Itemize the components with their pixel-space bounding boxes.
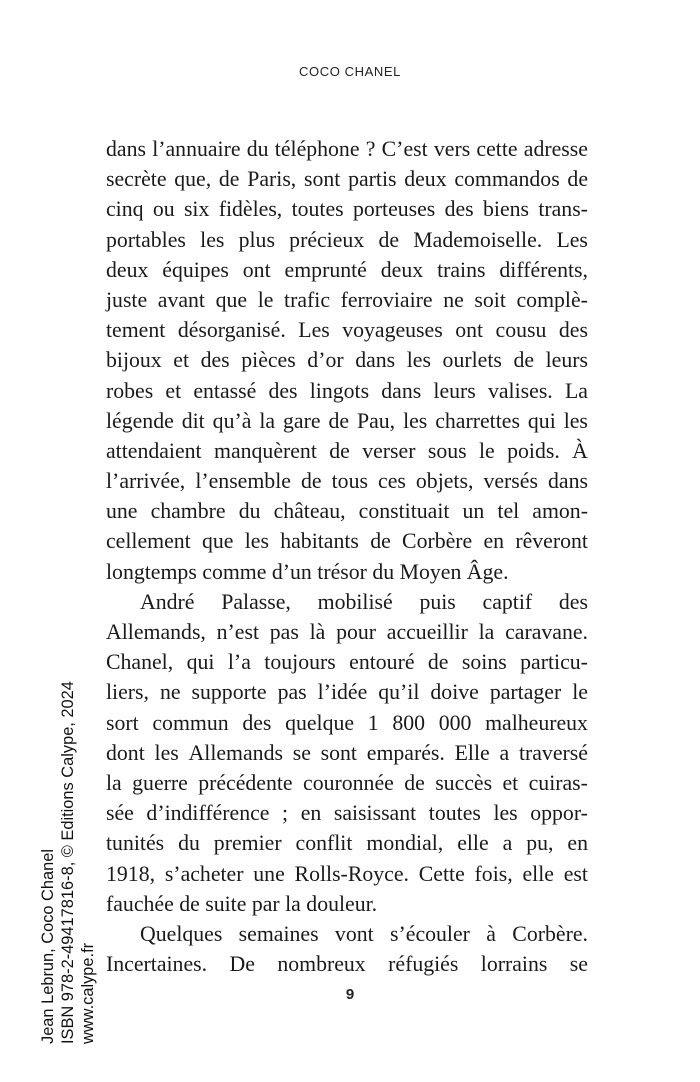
word: nombreux [277,952,366,977]
word: de [404,770,425,795]
word: attendaient [106,438,202,463]
word: Les [298,318,330,343]
credit-author-title: Jean Lebrun, Coco Chanel [39,849,57,1044]
word: là [309,620,326,644]
word: deux [106,257,149,282]
word: le [572,680,588,705]
word: Allemands, [106,620,206,644]
word: de [218,167,240,192]
word: de [301,469,322,494]
body-text [106,134,588,979]
word: chambre [150,499,226,524]
word: pièces [241,348,296,373]
word: semaines [238,921,319,946]
word: ne [443,287,464,312]
word: des [200,348,230,373]
word: pour [336,620,377,644]
word: qui [186,650,215,675]
page-number: 9 [345,986,355,1003]
text-line [106,406,588,436]
word: le [478,438,495,463]
word: partager [489,680,562,705]
word: que, [174,167,212,192]
word: malheureux [485,710,588,735]
text-line [106,285,588,315]
word: n’est [216,620,260,644]
word: commun [152,710,229,735]
word: Paris, [247,167,297,192]
text-line-indent [106,587,588,617]
word: château, [273,499,346,524]
word: des [268,378,298,403]
word: légende [106,408,174,433]
word: charrettes [435,408,520,433]
word: pas [277,680,307,705]
word: vers [433,137,471,161]
word: toutes [291,197,344,222]
word: couronnée [303,770,394,795]
word: différents, [499,257,588,282]
text-line [106,617,588,647]
word: que [201,529,234,554]
word: se [569,952,588,977]
word: un [462,499,485,524]
word: la [478,620,495,644]
word: cellement [106,529,191,554]
word: du [238,499,261,524]
word: valises. [487,378,553,403]
word: De [229,952,255,977]
word: des [558,318,588,343]
text-line [106,436,588,466]
word: ? [365,137,376,161]
credit-website: www.calype.fr [79,942,97,1044]
word: vont [334,921,374,946]
word: de [567,167,588,192]
word: guerre [132,770,188,795]
word: sont [320,740,357,765]
word: dont [106,740,145,765]
word: se [292,740,311,765]
word: fidèles, [218,197,283,222]
word: tunités [106,831,165,856]
word: Elle [454,740,490,765]
word: les [244,529,269,554]
text-line [106,677,588,707]
text-line [106,315,588,345]
text-line [106,738,588,768]
word: saisissant [333,801,417,826]
text-line-last: longtemps comme d’un trésor du Moyen Âge. [106,559,509,584]
text-line [106,496,588,526]
word: cuiras- [528,770,588,795]
word: tel [497,499,520,524]
text-line [106,345,588,375]
word: avant [157,287,205,312]
word: en [300,801,322,826]
word: sort [106,710,139,735]
word: C’est [381,137,428,161]
word: ne [159,680,181,705]
word: du [246,137,269,161]
word: Les [556,227,588,252]
word: emparés. [366,740,445,765]
word: plus [238,227,275,252]
word: les [406,348,431,373]
text-line-last: fauchée de suite par la douleur. [106,891,378,916]
word: pu, [526,831,554,856]
text-line [106,526,588,556]
word: dans [548,469,588,494]
word: du [178,831,200,856]
word: des [444,197,474,222]
word: entouré [349,650,415,675]
word: s’écouler [390,921,470,946]
word: les [493,801,518,826]
word: poids. [507,438,560,463]
side-credit [38,681,98,1044]
word: Corbère [402,529,473,554]
word: tement [106,318,166,343]
word: qu’il [378,680,420,705]
word: à [486,921,496,946]
word: sous [427,438,467,463]
text-line [106,708,588,738]
word: fois, [474,861,513,886]
word: en [567,831,588,856]
word: sont [303,167,341,192]
word: bijoux [106,348,162,373]
word: succès [435,770,493,795]
word: deux [380,257,424,282]
word: qu’à [212,408,252,433]
text-line [106,194,588,224]
word: est [563,861,588,886]
word: l’a [227,650,251,675]
word: tous [331,469,368,494]
word: ces [378,469,406,494]
word: mobilisé [317,589,393,614]
word: a [499,740,510,765]
word: s’acheter [164,861,244,886]
word: dit [181,408,205,433]
word: l’arrivée, [106,469,186,494]
word: traversé [518,740,588,765]
text-line [106,798,588,828]
word: cousu [495,318,547,343]
word: les [563,408,588,433]
word: entassé [193,378,257,403]
word: de [328,408,350,433]
word: que [215,287,248,312]
word: mondial, [366,831,444,856]
word: liers, [106,680,149,705]
word: partis [348,167,397,192]
word: voyageuses [342,318,443,343]
word: de [513,348,535,373]
word: Cette [418,861,465,886]
word: 000 [438,710,472,735]
word: Corbère. [512,921,588,946]
word: six [183,197,210,222]
word: André [140,589,195,614]
word: adresse [523,137,588,161]
word: et [165,378,182,403]
word: d’or [307,348,344,373]
credit-isbn: ISBN 978-2-49417816-8, © Editions Calype, 2024 [59,681,77,1044]
word: sée [106,801,134,826]
word: les [403,408,428,433]
text-line [106,466,588,496]
word: dans [381,378,422,403]
word: captif [482,589,533,614]
word: ferroviaire [340,287,433,312]
word: précédente [198,770,293,795]
word: puis [419,589,456,614]
word: elle [457,831,489,856]
word: et [173,348,190,373]
running-head: COCO CHANEL [299,64,401,79]
word: soit [474,287,506,312]
word: l’annuaire [152,137,241,161]
word: À [572,438,588,463]
word: toujours [264,650,336,675]
word: habitants [280,529,359,554]
word: objets, [415,469,474,494]
word: précieux [289,227,365,252]
word: elle [522,861,554,886]
word: a [502,831,513,856]
word: ont [242,257,271,282]
word: conflit [295,831,353,856]
word: doive [430,680,479,705]
word: une [253,861,285,886]
word: oppor- [530,801,588,826]
text-line-indent [106,919,588,949]
word: cette [476,137,518,161]
word: verser [362,438,416,463]
word: soins [461,650,507,675]
word: amon- [532,499,588,524]
text-line [106,949,588,979]
word: trains [437,257,486,282]
word: 1 [367,710,379,735]
word: de [329,438,350,463]
word: manquèrent [214,438,317,463]
text-line [106,828,588,858]
text-line [106,376,588,406]
word: rêveront [515,529,588,554]
word: des [242,710,272,735]
word: portables [106,227,186,252]
word: 800 [392,710,426,735]
word: une [106,499,138,524]
word: pas [269,620,299,644]
word: réfugiés [388,952,459,977]
word: robes [106,378,154,403]
word: complè- [516,287,588,312]
word: 1918, [106,861,156,886]
text-line [106,647,588,677]
word: d’indifférence [146,801,270,826]
word: les [154,740,179,765]
word: désorganisé. [177,318,286,343]
word: qui [527,408,556,433]
word: équipes [162,257,229,282]
word: leurs [545,348,588,373]
word: Incertaines. [106,952,208,977]
word: de [427,650,449,675]
word: constituait [358,499,450,524]
word: Palasse, [221,589,291,614]
word: le [257,287,274,312]
word: toutes [428,801,481,826]
word: téléphone [274,137,360,161]
word: La [564,378,588,403]
word: porteuses [352,197,436,222]
word: juste [106,287,148,312]
word: ou [152,197,175,222]
word: et [502,770,519,795]
word: la [259,408,276,433]
word: commandos [454,167,560,192]
text-line [106,859,588,889]
word: premier [213,831,282,856]
word: l’idée [317,680,368,705]
word: gare [283,408,321,433]
word: ont [455,318,484,343]
word: caravane. [505,620,588,644]
word: cinq [106,197,144,222]
word: ; [282,801,289,826]
text-line [106,225,588,255]
text-line [106,768,588,798]
word: l’ensemble [195,469,291,494]
text-line [106,134,588,164]
word: lorrains [480,952,548,977]
word: quelque [285,710,355,735]
word: les [200,227,225,252]
word: Chanel, [106,650,174,675]
text-line [106,255,588,285]
word: Quelques [140,921,223,946]
word: accueillir [386,620,468,644]
word: emprunté [284,257,367,282]
word: supporte [191,680,267,705]
word: lingots [309,378,370,403]
word: Allemands [188,740,283,765]
word: la [106,770,122,795]
word: secrète [106,167,167,192]
word: trans- [538,197,588,222]
word: de [378,227,400,252]
word: Rolls-Royce. [294,861,409,886]
word: ourlets [442,348,502,373]
word: particu- [520,650,588,675]
text-line [106,164,588,194]
word: deux [404,167,447,192]
word: trafic [284,287,331,312]
word: dans [355,348,396,373]
word: Pau, [356,408,396,433]
word: dans [106,137,146,161]
word: leurs [433,378,476,403]
word: de [370,529,391,554]
word: des [558,589,588,614]
word: versés [483,469,538,494]
word: Mademoiselle. [413,227,543,252]
word: biens [482,197,529,222]
word: en [483,529,505,554]
